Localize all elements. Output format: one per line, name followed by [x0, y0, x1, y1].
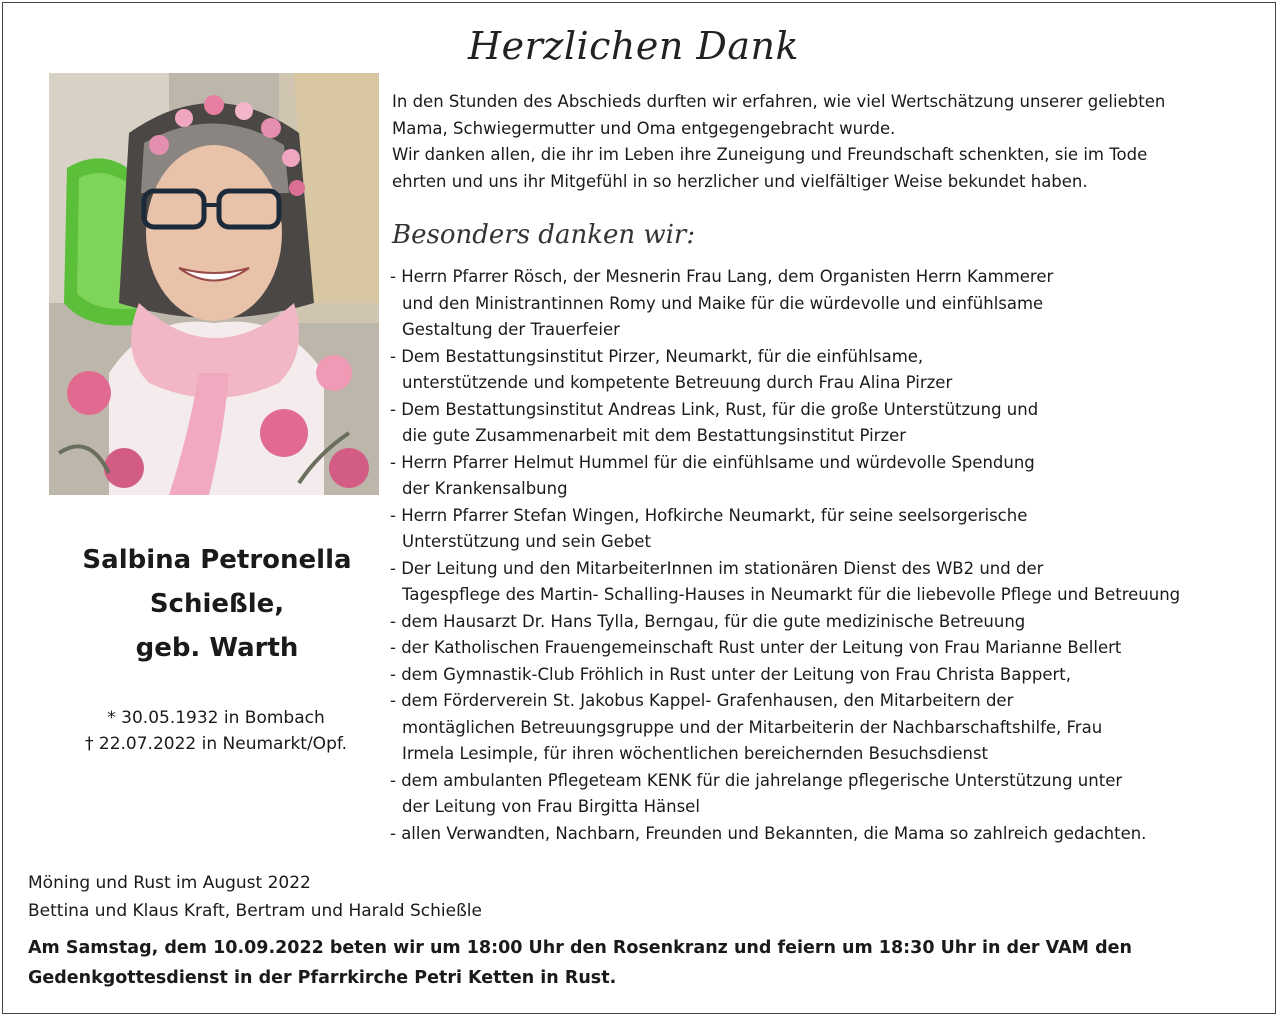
family-names: Bettina und Klaus Kraft, Bertram und Harald Schießle	[28, 901, 482, 921]
service-announcement	[28, 933, 1132, 993]
thanks-heading: Besonders danken wir:	[392, 220, 696, 250]
portrait-photo	[49, 73, 379, 495]
name-line: geb. Warth	[135, 633, 299, 663]
list-item: - der Katholischen Frauengemeinschaft Rust unter der Leitung von Frau Marianne Bellert	[390, 638, 1122, 657]
name-line: Schießle,	[149, 589, 285, 619]
intro-line: In den Stunden des Abschieds durften wir erfahren, wie viel Wertschätzung unserer geliebten	[392, 92, 1166, 111]
list-item: - dem Hausarzt Dr. Hans Tylla, Berngau, für die gute medizinische Betreuung	[390, 611, 1026, 631]
intro-line: Mama, Schwiegermutter und Oma entgegengebracht wurde.	[392, 118, 896, 138]
list-item: - Herrn Pfarrer Stefan Wingen, Hofkirche Neumarkt, für seine seelsorgerische Unterstützung und sein Gebet	[390, 505, 1028, 551]
intro-line: ehrten und uns ihr Mitgefühl in so herzlicher und vielfältiger Weise bekundet haben.	[392, 171, 1088, 191]
announcement-line: Gedenkgottesdienst in der Pfarrkirche Petri Ketten in Rust.	[28, 968, 617, 988]
list-item: - Dem Bestattungsinstitut Pirzer, Neumarkt, für die einfühlsame, unterstützende und kompetente Betreuung durch Frau Alina Pirzer	[390, 346, 953, 392]
intro-text	[392, 89, 1165, 195]
deceased-name	[50, 538, 384, 670]
death-date: † 22.07.2022 in Neumarkt/Opf.	[84, 734, 348, 754]
place-date: Möning und Rust im August 2022	[28, 873, 311, 893]
list-item: - Dem Bestattungsinstitut Andreas Link, Rust, für die große Unterstützung und die gute Zusammenarbeit mit dem Bestattungsinstitut Pirzer	[390, 399, 1039, 445]
birth-date: * 30.05.1932 in Bombach	[107, 708, 325, 728]
list-item: - Herrn Pfarrer Rösch, der Mesnerin Frau Lang, dem Organisten Herrn Kammerer und den Ministrantinnen Romy und Maike für die würdevolle und einfühlsame Gestaltung der Trauerfeier	[390, 267, 1054, 339]
list-item: - dem ambulanten Pflegeteam KENK für die jahrelange pflegerische Unterstützung unter der Leitung von Frau Birgitta Hänsel	[390, 770, 1123, 816]
list-item: - Herrn Pfarrer Helmut Hummel für die einfühlsame und würdevolle Spendung der Krankensalbung	[390, 452, 1035, 498]
list-item: - Der Leitung und den MitarbeiterInnen im stationären Dienst des WB2 und der Tagespflege des Martin- Schalling-Hauses in Neumarkt für die liebevolle Pflege und Betreuung	[390, 558, 1181, 604]
thanks-list	[390, 264, 1180, 847]
list-item: - dem Förderverein St. Jakobus Kappel- Grafenhausen, den Mitarbeitern der montäglichen Betreuungsgruppe und der Mitarbeiterin der Nachbarschaftshilfe, Frau Irmela Lesimple, für ihren wöchentlichen bereichernden Besuchsdienst	[390, 691, 1103, 763]
intro-line: Wir danken allen, die ihr im Leben ihre Zuneigung und Freundschaft schenkten, sie im Tode	[392, 145, 1148, 164]
signature-block	[28, 869, 482, 925]
life-dates	[60, 705, 372, 757]
announcement-line: Am Samstag, dem 10.09.2022 beten wir um 18:00 Uhr den Rosenkranz und feiern um 18:30 Uhr in der VAM den	[28, 938, 1132, 958]
name-line: Salbina Petronella	[82, 545, 352, 575]
notice-title: Herzlichen Dank	[468, 24, 800, 68]
list-item: - allen Verwandten, Nachbarn, Freunden und Bekannten, die Mama so zahlreich gedachten.	[390, 823, 1147, 843]
list-item: - dem Gymnastik-Club Fröhlich in Rust unter der Leitung von Frau Christa Bappert,	[390, 664, 1071, 684]
